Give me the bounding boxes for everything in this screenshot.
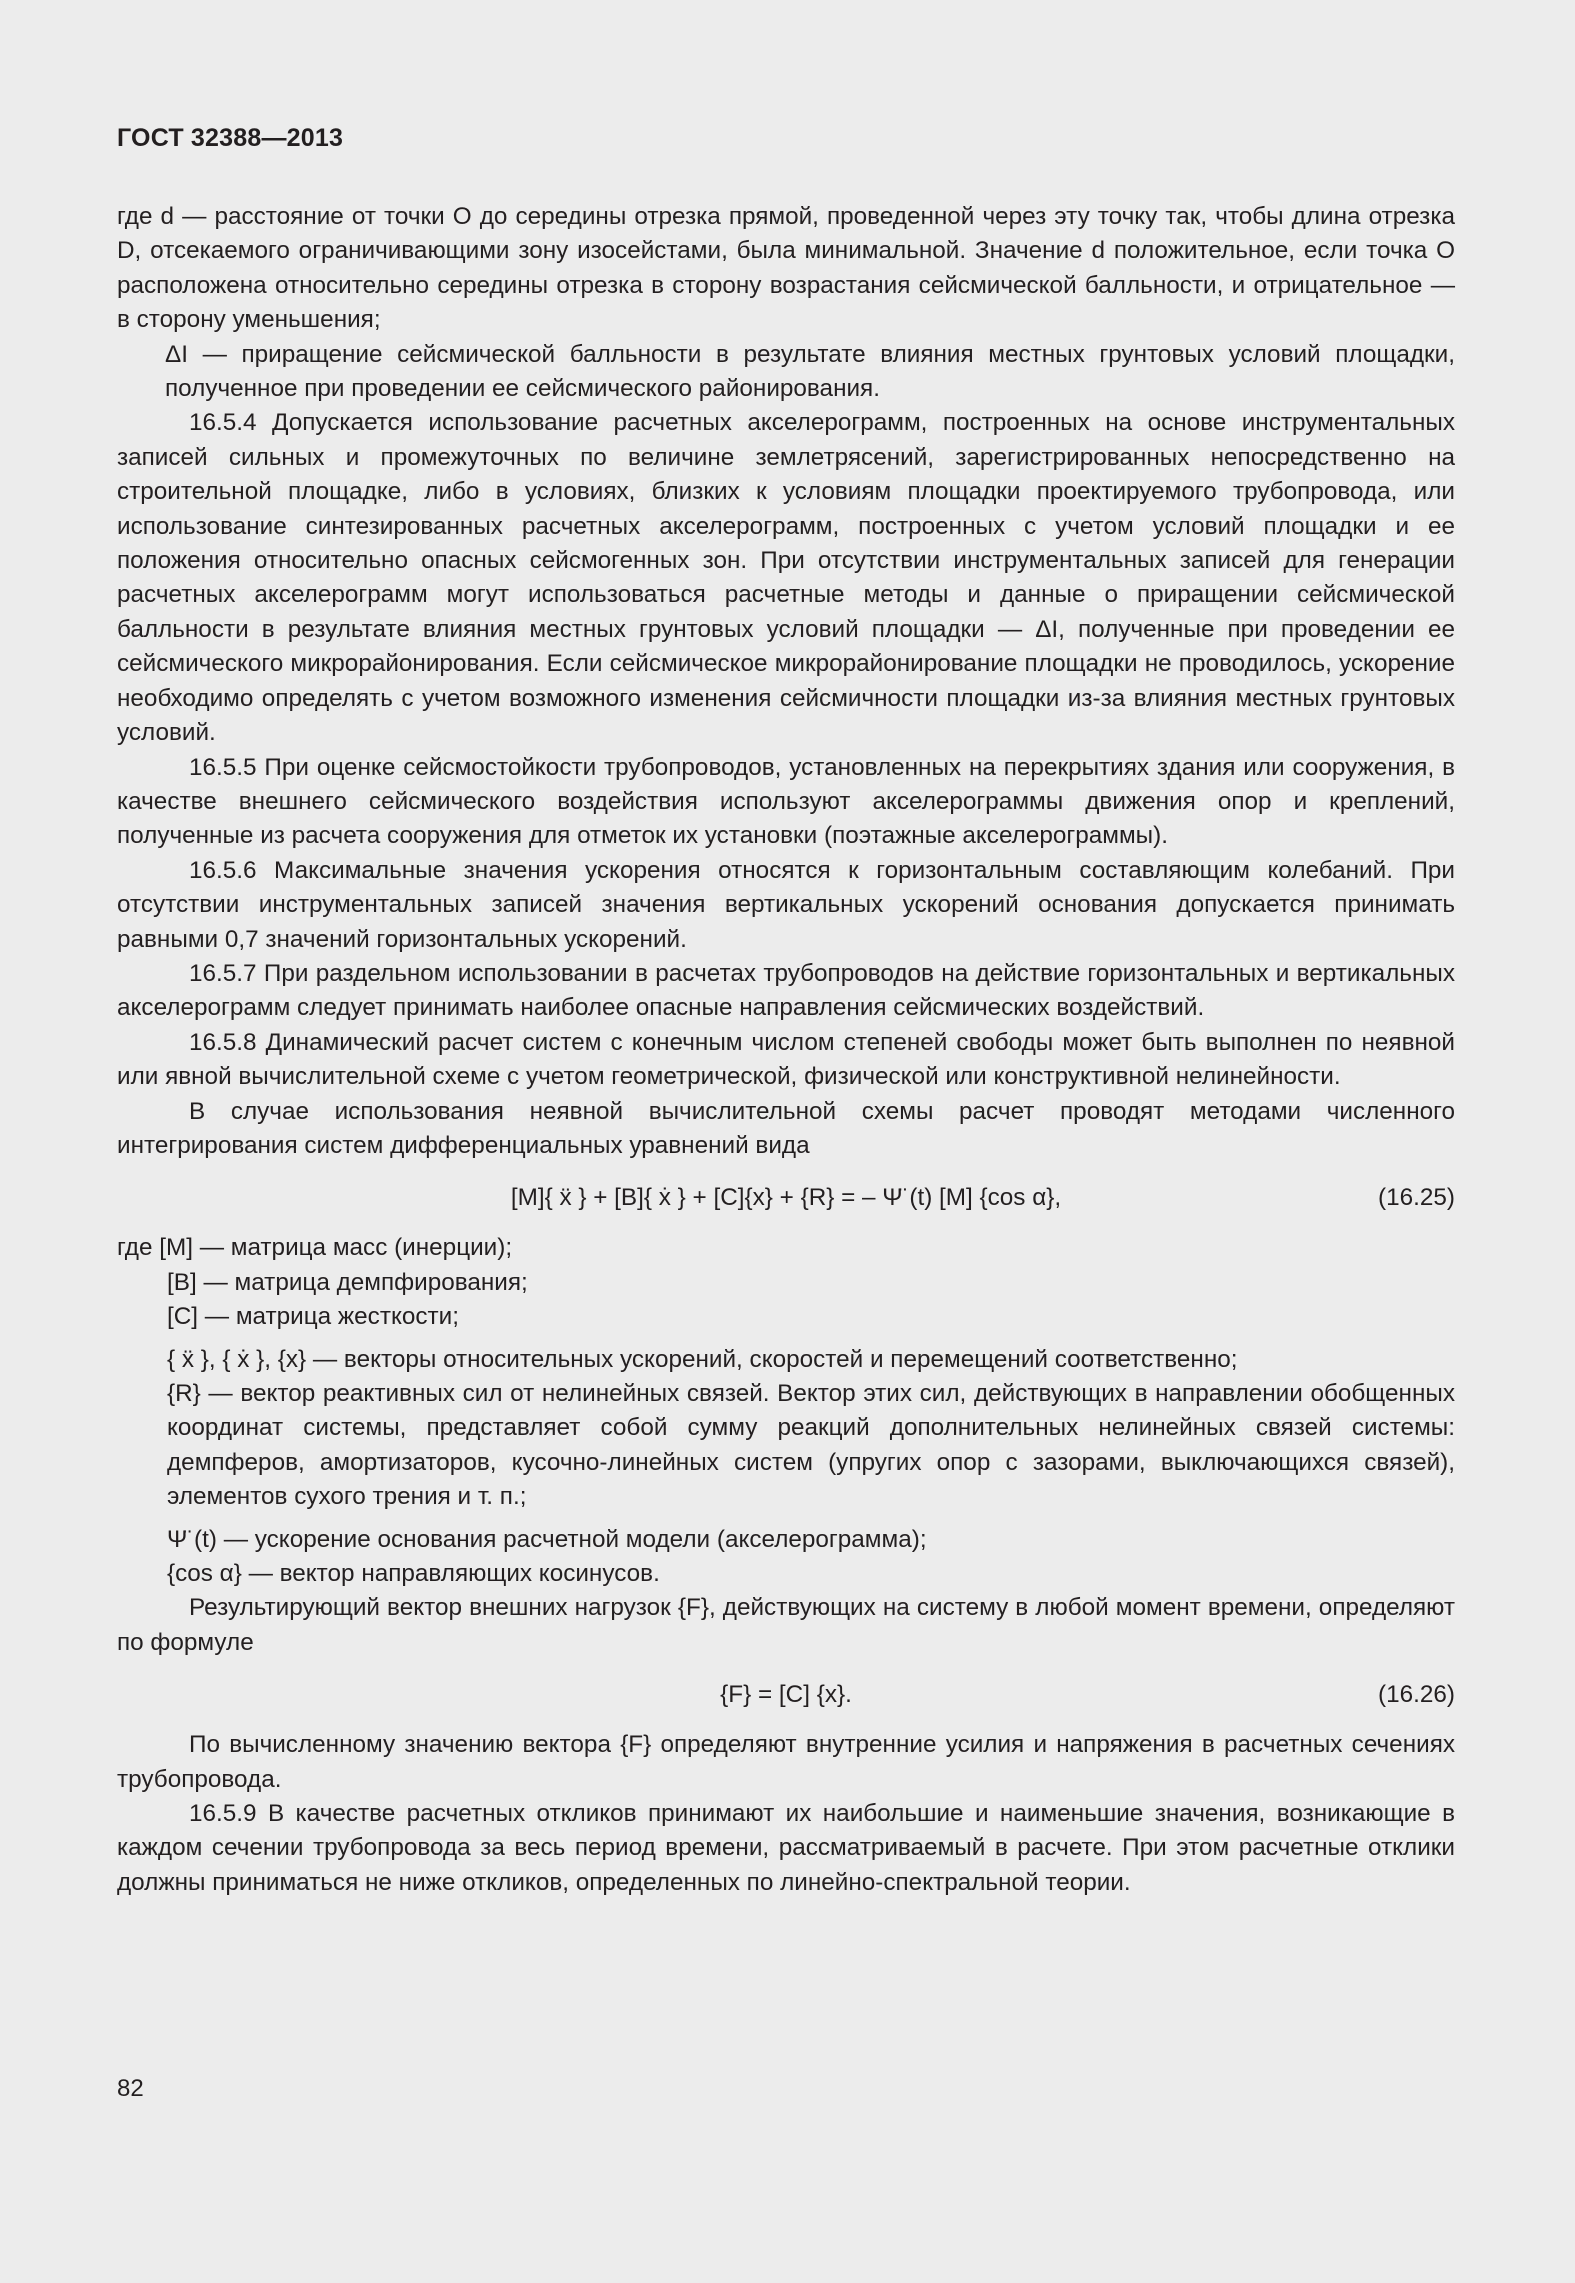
paragraph-definition-delta-i: ΔI — приращение сейсмической балльности в результате влияния местных грунтовых условий площадки, полученное при проведении ее сейсмического районирования. <box>165 340 1455 403</box>
paragraph-16-5-6: 16.5.6 Максимальные значения ускорения относятся к горизонтальным составляющим колебаний. При отсутствии инструментальных записей значения вертикальных ускорений основания допускается принимать равными 0,7 значений горизонтальных ускорений. <box>117 856 1455 953</box>
paragraph-16-5-7: 16.5.7 При раздельном использовании в расчетах трубопроводов на действие горизонтальных и вертикальных акселерограмм следует принимать наиболее опасные направления сейсмических воздействий. <box>117 959 1455 1022</box>
paragraph-internal-forces: По вычисленному значению вектора {F} определяют внутренние усилия и напряжения в расчетных сечениях трубопровода. <box>117 1731 1455 1793</box>
definition-reaction-vector: {R} — вектор реактивных сил от нелинейных связей. Вектор этих сил, действующих в направлении обобщенных координат системы, представляет собой сумму реакций дополнительных нелинейных связей системы: демпферов, амортизаторов, кусочно-линейных систем (упругих опор с зазорами, выключающихся связей), элементов сухого трения и т. п.; <box>167 1380 1455 1511</box>
definition-direction-cosines: {cos α} — вектор направляющих косинусов. <box>167 1560 660 1588</box>
formula-16-26-number: (16.26) <box>1378 1681 1455 1709</box>
formula-16-26-expression: {F} = [C] {x}. <box>720 1681 852 1709</box>
formula-16-26 <box>117 1678 1455 1720</box>
paragraph-resulting-vector: Результирующий вектор внешних нагрузок {F}, действующих на систему в любой момент времени, определяют по формуле <box>117 1594 1455 1656</box>
paragraph-16-5-8: 16.5.8 Динамический расчет систем с конечным числом степеней свободы может быть выполнен по неявной или явной вычислительной схеме с учетом геометрической, физической или конструктивной нелинейности. <box>117 1028 1455 1091</box>
definition-base-acceleration: Ψ̈ (t) — ускорение основания расчетной модели (акселерограмма); <box>167 1525 927 1553</box>
paragraph-16-5-5: 16.5.5 При оценке сейсмостойкости трубопроводов, установленных на перекрытиях здания или сооружения, в качестве внешнего сейсмического воздействия используют акселерограммы движения опор и креплений, полученные из расчета сооружения для отметок их установки (поэтажные акселерограммы). <box>117 753 1455 850</box>
document-header: ГОСТ 32388—2013 <box>117 124 344 152</box>
page-number: 82 <box>117 2075 144 2102</box>
definition-damping-matrix: [B] — матрица демпфирования; <box>167 1268 528 1296</box>
definition-stiffness-matrix: [C] — матрица жесткости; <box>167 1303 459 1331</box>
document-body <box>117 200 1455 1900</box>
formula-16-25-expression: [M]{ ẍ } + [B]{ ẋ } + [C]{x} + {R} = – Ψ̈ (t) [M] {cos α}, <box>510 1184 1062 1212</box>
definition-vectors: { ẍ }, { ẋ }, {x} — векторы относительных ускорений, скоростей и перемещений соответственно; <box>167 1345 1238 1373</box>
formula-16-25 <box>117 1181 1455 1223</box>
definition-mass-matrix: где [M] — матрица масс (инерции); <box>117 1234 513 1262</box>
formula-16-25-number: (16.25) <box>1378 1184 1455 1212</box>
paragraph-definition-d: где d — расстояние от точки O до середины отрезка прямой, проведенной через эту точку так, чтобы длина отрезка D, отсекаемого ограничивающими зону изосейстами, была минимальной. Значение d положительное, если точка O расположена относительно середины отрезка в сторону возрастания сейсмической балльности, и отрицательное — в сторону уменьшения; <box>117 203 1455 334</box>
paragraph-implicit-scheme: В случае использования неявной вычислительной схемы расчет проводят методами численного интегрирования систем дифференциальных уравнений вида <box>117 1097 1455 1159</box>
paragraph-16-5-9: 16.5.9 В качестве расчетных откликов принимают их наибольшие и наименьшие значения, возникающие в каждом сечении трубопровода за весь период времени, рассматриваемый в расчете. При этом расчетные отклики должны приниматься не ниже откликов, определенных по линейно-спектральной теории. <box>117 1800 1455 1896</box>
paragraph-16-5-4: 16.5.4 Допускается использование расчетных акселерограмм, построенных на основе инструментальных записей сильных и промежуточных по величине землетрясений, зарегистрированных непосредственно на строительной площадке, либо в условиях, близких к условиям площадки проектируемого трубопровода, или использование синтезированных расчетных акселерограмм, построенных с учетом условий площадки и ее положения относительно опасных сейсмогенных зон. При отсутствии инструментальных записей для генерации расчетных акселерограмм могут использоваться расчетные методы и данные о приращении сейсмической балльности в результате влияния местных грунтовых условий площадки — ΔI, полученные при проведении ее сейсмического микрорайонирования. Если сейсмическое микрорайонирование площадки не проводилось, ускорение необходимо определять с учетом возможного изменения сейсмичности площадки из-за влияния местных грунтовых условий. <box>117 409 1455 747</box>
